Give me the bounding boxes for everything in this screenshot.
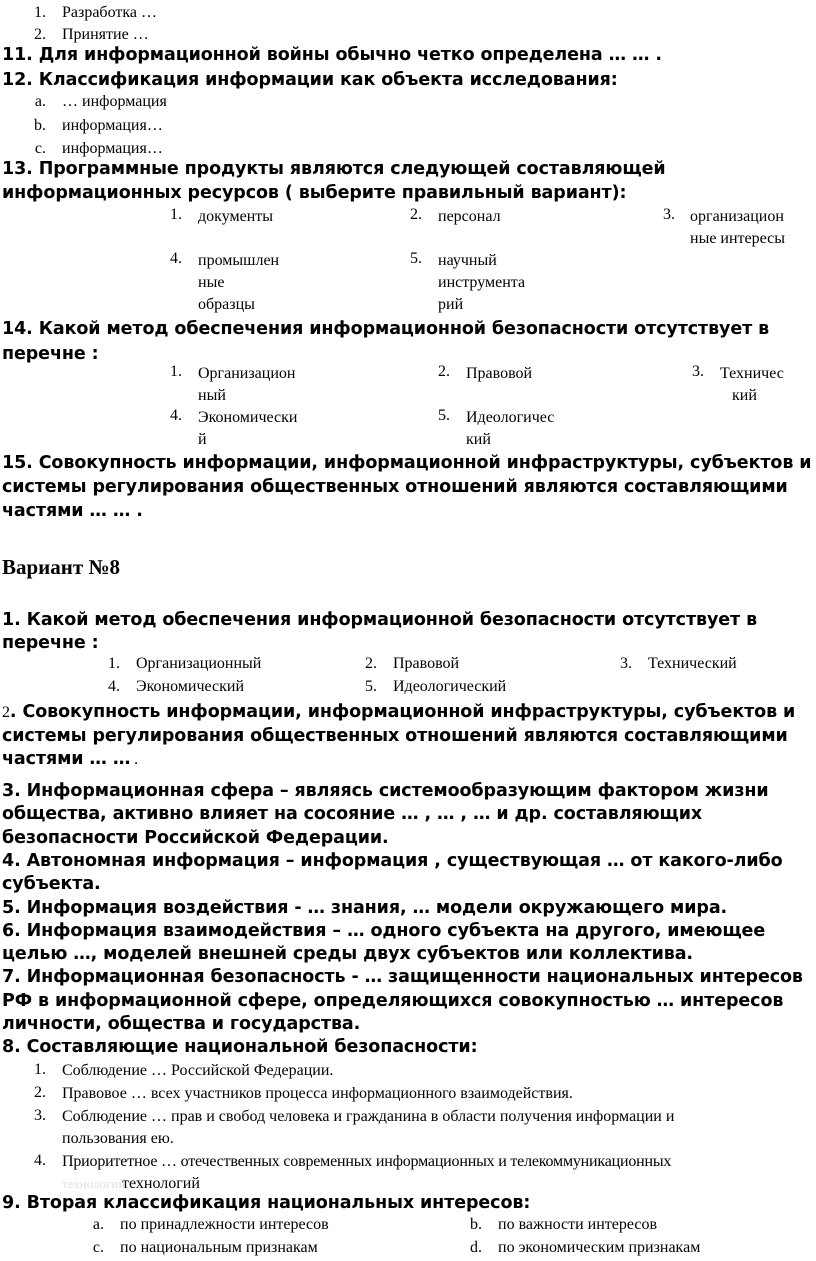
option-number: 1.: [170, 206, 182, 223]
option-text: … информация: [62, 93, 167, 110]
option-number: 4.: [170, 250, 182, 267]
option-text: промышлен ные образцы: [198, 252, 280, 313]
v-question-3-line-3: безопасности Российской Федерации.: [2, 828, 389, 848]
list-item: Правовое … всех участников процесса информационного взаимодействия.: [62, 1085, 573, 1102]
option-number: 2.: [438, 363, 450, 380]
option-text: по принадлежности интересов: [120, 1216, 329, 1233]
list-number: 3.: [34, 1107, 46, 1124]
option-letter: b.: [34, 117, 46, 134]
question-14-line-1: 14. Какой метод обеспечения информационной безопасности отсутствует в: [2, 319, 770, 339]
option-text: научный инструмента рий: [438, 252, 526, 313]
option-number: 3.: [620, 655, 632, 672]
option-number: 5.: [410, 250, 422, 267]
option-text: организацион ные интересы: [690, 208, 785, 247]
variant-heading: Вариант №8: [2, 555, 121, 579]
option-text: по национальным признакам: [120, 1239, 318, 1256]
v-question-1-line-2: перечне :: [2, 633, 99, 653]
list-number: 1.: [34, 4, 46, 21]
option-text: Идеологический: [393, 678, 507, 695]
option-text: Правовой: [393, 655, 460, 672]
question-15-line-1: 15. Совокупность информации, информационной инфраструктуры, субъектов и: [2, 453, 812, 473]
option-text: Техничес кий: [720, 365, 784, 404]
option-number: 2.: [410, 206, 422, 223]
v-question-6-line-1: 6. Информация взаимодействия – … одного субъекта на другого, имеющее: [2, 921, 766, 941]
option-number: 5.: [438, 407, 450, 424]
option-letter: b.: [470, 1216, 482, 1233]
option-number: 2.: [365, 655, 377, 672]
list-item: Разработка …: [62, 4, 157, 21]
option-number: 1.: [170, 363, 182, 380]
option-text: информация…: [62, 140, 163, 157]
v-question-2-line-2: системы регулирования общественных отношений являются составляющими: [2, 726, 788, 746]
question-14-line-2: перечне :: [2, 344, 99, 364]
question-13-line-1: 13. Программные продукты являются следующей составляющей: [2, 159, 666, 179]
option-text: персонал: [438, 208, 501, 225]
list-item: Соблюдение … прав и свобод человека и гражданина в области получения информации и пользования ею.: [62, 1108, 675, 1147]
option-text: Организационный: [136, 655, 262, 672]
faded-text: технологий: [62, 1176, 126, 1191]
option-text: Технический: [648, 655, 737, 672]
option-text: по экономическим признакам: [498, 1239, 701, 1256]
option-text: информация…: [62, 117, 163, 134]
v-question-9: 9. Вторая классификация национальных интересов:: [2, 1193, 531, 1213]
option-number: 3.: [663, 206, 675, 223]
option-text: Идеологичес кий: [466, 409, 555, 448]
v-question-7-line-3: личности, общества и государства.: [2, 1014, 361, 1034]
question-11: 11. Для информационной войны обычно четко определена … … .: [2, 45, 662, 65]
list-number: 4.: [34, 1152, 46, 1169]
list-number: 2.: [34, 1084, 46, 1101]
v-question-7-line-1: 7. Информационная безопасность - … защищенности национальных интересов: [2, 967, 803, 987]
option-number: 4.: [170, 407, 182, 424]
v-question-7-line-2: РФ в информационной сфере, определяющихся совокупностью … интересов: [2, 991, 784, 1011]
question-13-line-2: информационных ресурсов ( выберите правильный вариант):: [2, 183, 627, 203]
list-number: 1.: [34, 1061, 46, 1078]
v-question-8: 8. Составляющие национальной безопасности:: [2, 1037, 478, 1057]
option-text: Экономически й: [198, 409, 298, 448]
option-text: Организацион ный: [198, 365, 296, 404]
v-question-6-line-2: целью …, моделей внешней среды двух субъектов или коллектива.: [2, 944, 693, 964]
v-question-4-line-2: субъекта.: [2, 874, 101, 894]
option-letter: d.: [470, 1239, 482, 1256]
option-letter: c.: [92, 1239, 104, 1256]
v-question-3-line-1: 3. Информационная сфера – являясь системообразующим фактором жизни: [2, 781, 769, 801]
list-item: Приоритетное … отечественных современных информационных и телекоммуникационных технологий технологий: [62, 1151, 671, 1195]
option-letter: a.: [34, 93, 46, 110]
v-question-2-line-1: 2. Совокупность информации, информационной инфраструктуры, субъектов и: [2, 702, 796, 722]
v-question-3-line-2: общества, активно влияет на сосояние … , … , … и др. составляющих: [2, 804, 703, 824]
v-question-4-line-1: 4. Автономная информация – информация , существующая … от какого-либо: [2, 851, 783, 871]
question-12: 12. Классификация информации как объекта исследования:: [2, 70, 618, 90]
option-text: по важности интересов: [498, 1216, 658, 1233]
v-question-5: 5. Информация воздействия - … знания, … модели окружающего мира.: [2, 898, 728, 918]
option-number: 5.: [365, 678, 377, 695]
v-question-2-line-3: частями … … .: [2, 749, 139, 769]
option-letter: a.: [92, 1216, 104, 1233]
option-text: Правовой: [466, 365, 533, 382]
question-15-line-2: системы регулирования общественных отношений являются составляющими: [2, 477, 788, 497]
option-number: 1.: [108, 655, 120, 672]
v-question-1-line-1: 1. Какой метод обеспечения информационной безопасности отсутствует в: [2, 610, 758, 630]
option-number: 4.: [108, 678, 120, 695]
option-letter: c.: [34, 140, 46, 157]
option-number: 3.: [692, 363, 704, 380]
list-item: Принятие …: [62, 26, 149, 43]
list-number: 2.: [34, 26, 46, 43]
option-text: документы: [198, 208, 274, 225]
list-item: Соблюдение … Российской Федерации.: [62, 1062, 334, 1079]
option-text: Экономический: [136, 678, 245, 695]
question-15-line-3: частями … … .: [2, 501, 143, 521]
